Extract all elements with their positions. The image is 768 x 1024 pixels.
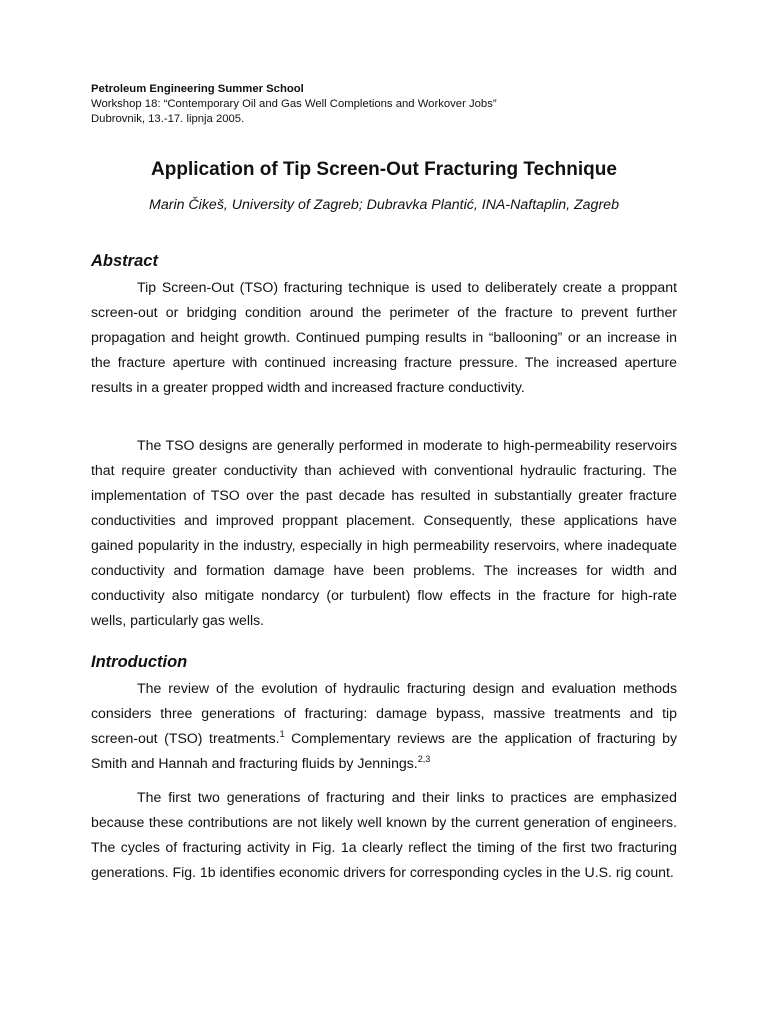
paper-title: Application of Tip Screen-Out Fracturing Technique <box>151 159 617 180</box>
abstract-paragraph-1: Tip Screen-Out (TSO) fracturing technique is used to deliberately create a proppant screen-out or bridging condition around the perimeter of the fracture to prevent further propagation and height growth. Continued pumping results in “ballooning” or an increase in the fracture aperture with continued increasing fracture pressure. The increased aperture results in a greater propped width and increased fracture conductivity. <box>91 279 677 395</box>
introduction-heading: Introduction <box>91 653 188 671</box>
location-date-line: Dubrovnik, 13.-17. lipnja 2005. <box>91 113 245 125</box>
abstract-paragraph-2: The TSO designs are generally performed in moderate to high-permeability reservoirs that require greater conductivity than achieved with conventional hydraulic fracturing. The implementation of TSO over the past decade has resulted in substantially greater fracture conductivities and improved proppant placement. Consequently, these applications have gained popularity in the industry, especially in high permeability reservoirs, where inadequate conductivity and formation damage have been problems. The increases for width and conductivity also mitigate nondarcy (or turbulent) flow effects in the fracture for high-rate wells, particularly gas wells. <box>91 437 677 628</box>
workshop-line: Workshop 18: “Contemporary Oil and Gas Well Completions and Workover Jobs” <box>91 98 497 110</box>
introduction-paragraph-2: The first two generations of fracturing and their links to practices are emphasized because these contributions are not likely well known by the current generation of engineers. The cycles of fracturing activity in Fig. 1a clearly reflect the timing of the first two fracturing generations. Fig. 1b identifies economic drivers for corresponding cycles in the U.S. rig count. <box>91 789 677 880</box>
introduction-paragraph-1 <box>91 676 677 776</box>
intro-p1-text-a: The review of the evolution of hydraulic fracturing design and evaluation methods considers three generations of fracturing: damage bypass, massive treatments and tip screen-out (TSO) treatments. <box>91 680 677 746</box>
abstract-heading: Abstract <box>91 252 158 270</box>
intro-p1-text-b: Complementary reviews are the application of fracturing by Smith and Hannah and fracturing fluids by Jennings. <box>91 730 678 771</box>
school-name: Petroleum Engineering Summer School <box>91 83 304 95</box>
conference-header <box>91 82 497 127</box>
authors-line: Marin Čikeš, University of Zagreb; Dubravka Plantić, INA-Naftaplin, Zagreb <box>149 197 619 213</box>
citation-superscript: 1 <box>279 729 285 739</box>
citation-superscript: 2,3 <box>417 754 431 764</box>
